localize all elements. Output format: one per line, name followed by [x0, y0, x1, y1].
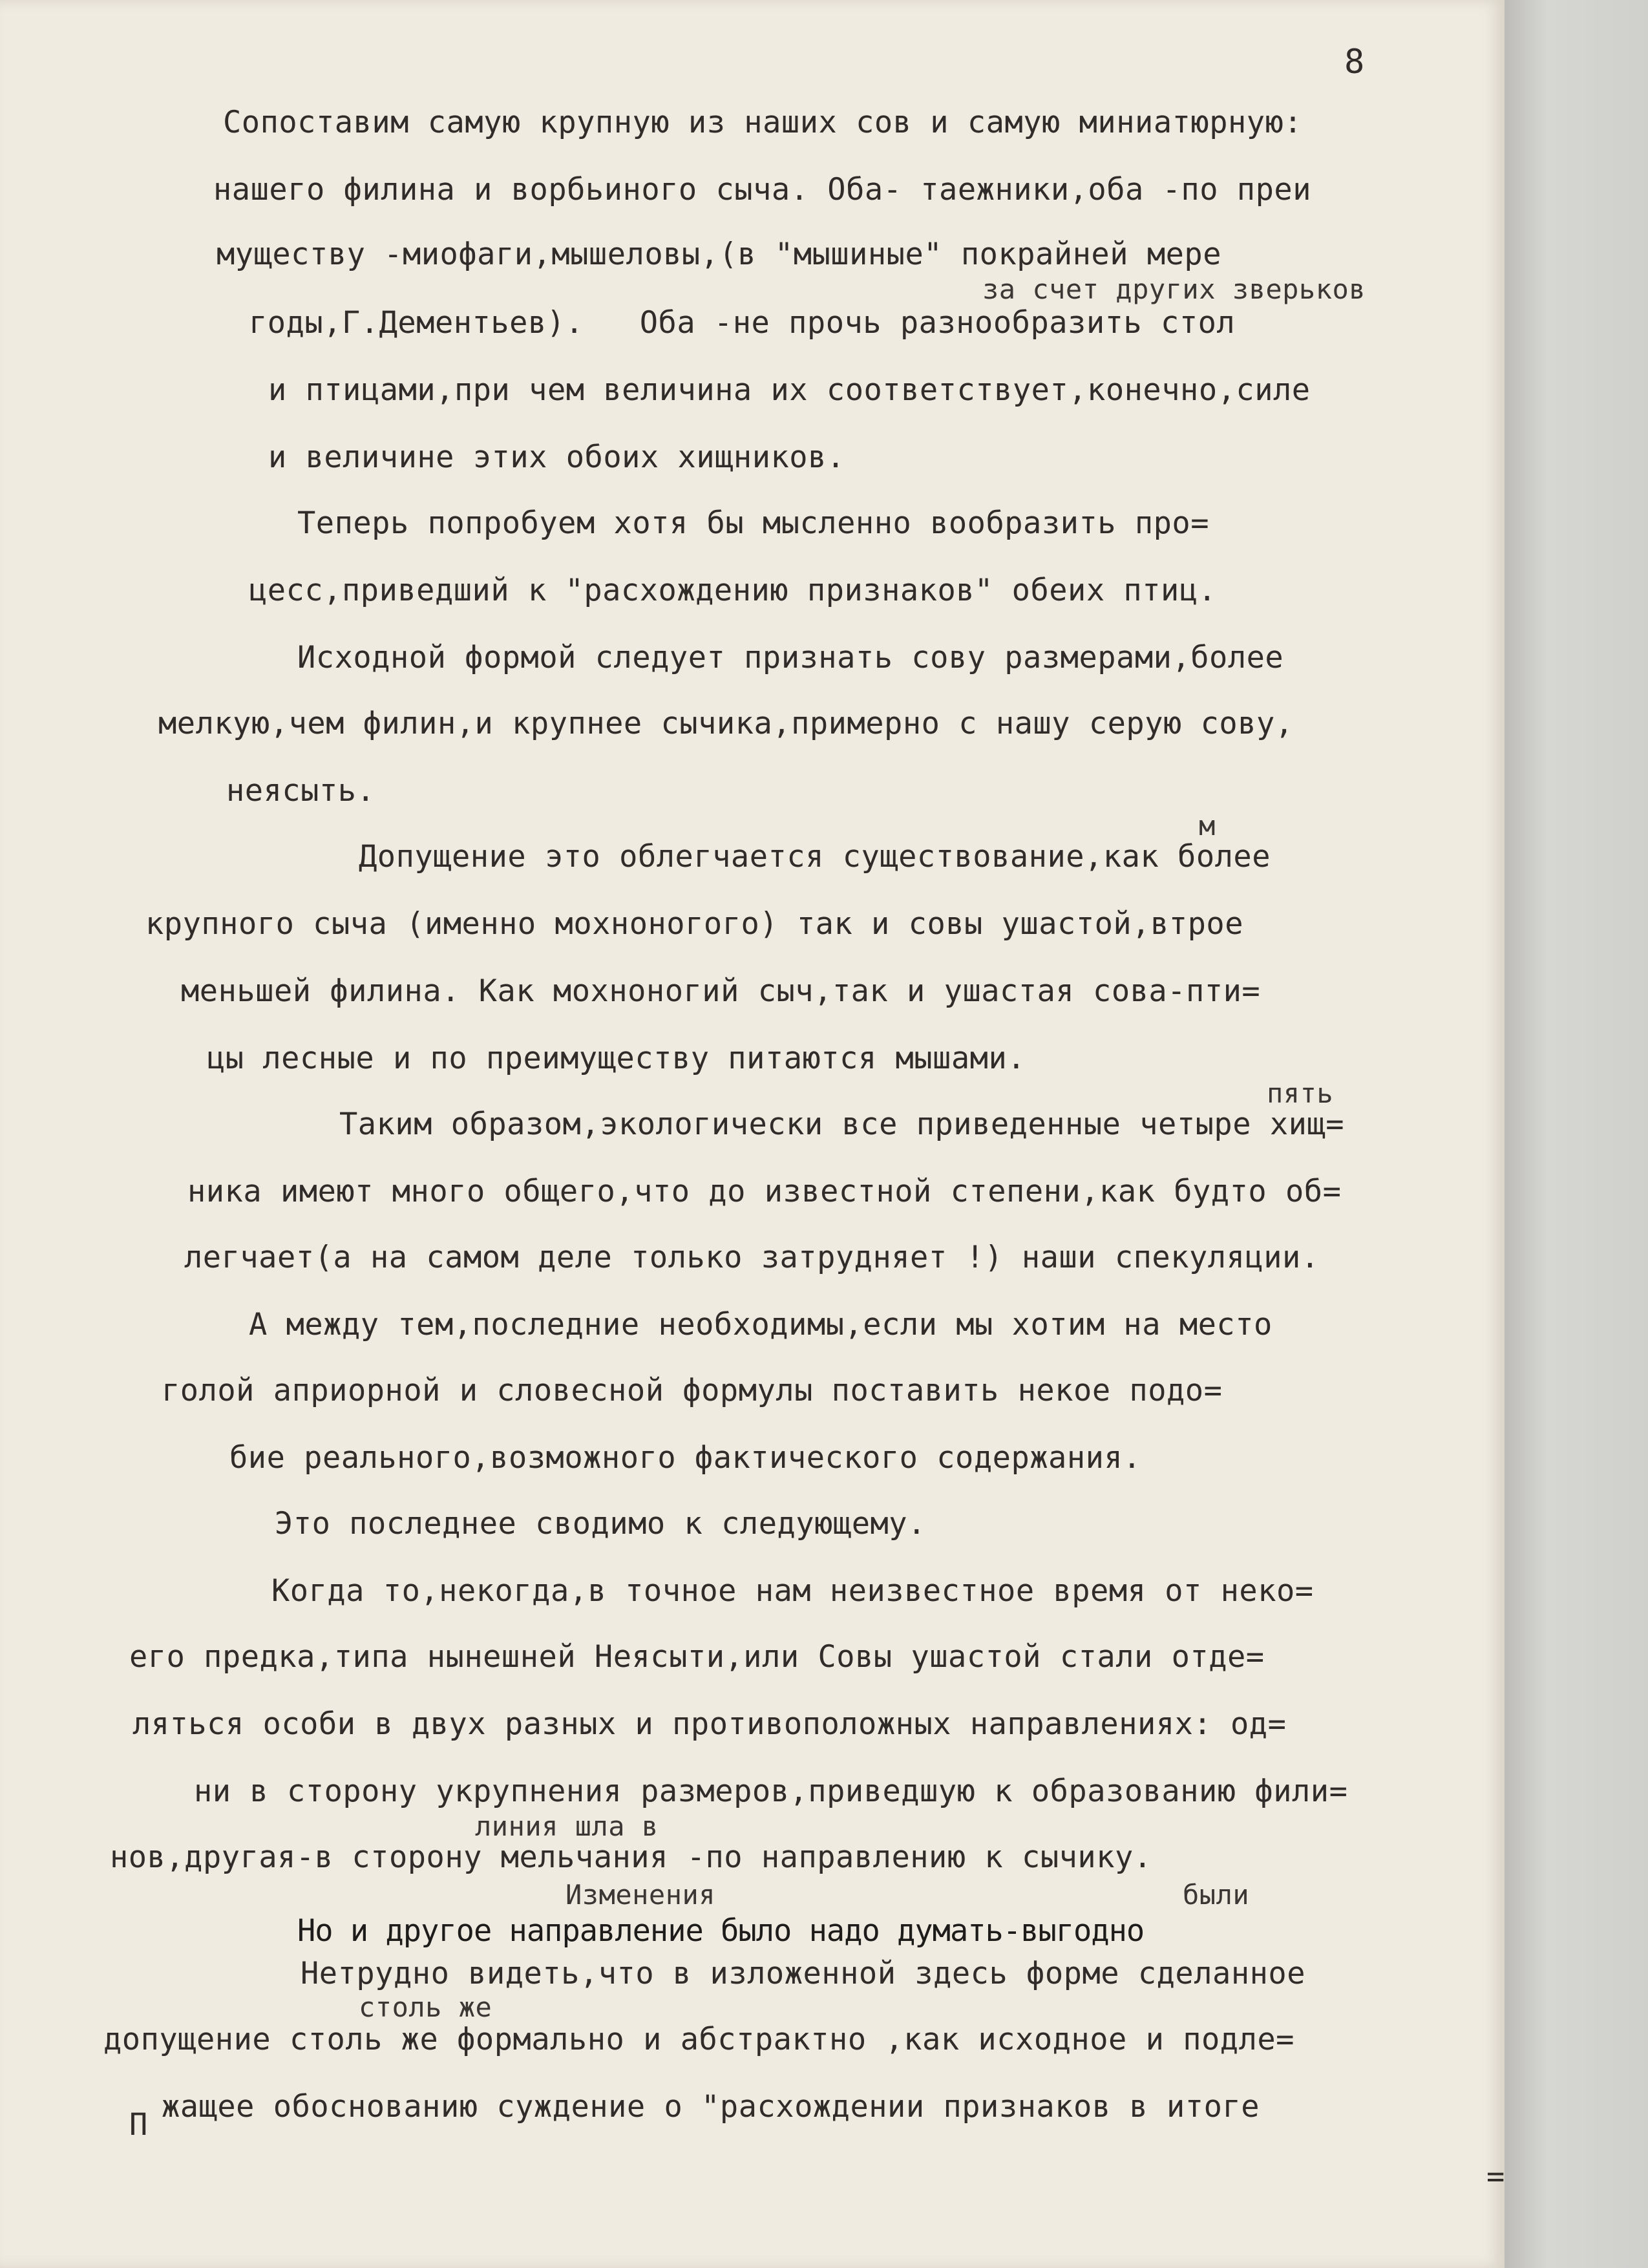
text-line-20: голой априорной и словесной формулы поставить некое подо= — [162, 1373, 1223, 1408]
text-line-15: цы лесные и по преимуществу питаются мышами. — [207, 1041, 1026, 1076]
text-line-4: годы,Г.Дементьев). Оба -не прочь разнообразить стол — [249, 305, 1236, 341]
insertion-izmeneniya: Изменения — [565, 1879, 716, 1911]
insertion-za-schet: за счет других зверьков — [982, 273, 1366, 305]
text-line-21: бие реального,возможного фактического содержания. — [229, 1440, 1142, 1476]
text-line-28-overtyped: Но и другое направление было надо думать-выгодно — [297, 1913, 1145, 1949]
text-line-5: и птицами,при чем величина их соответствует,конечно,силе — [268, 372, 1311, 408]
text-line-11: неясыть. — [226, 773, 375, 809]
page-number: 8 — [1344, 43, 1365, 81]
insertion-stol-zhe: столь же — [359, 1991, 492, 2023]
text-line-1: Сопоставим самую крупную из наших сов и самую миниатюрную: — [223, 105, 1303, 140]
text-line-16: Таким образом,экологически все приведенные четыре хищ= — [339, 1107, 1345, 1142]
text-line-2: нашего филина и ворбьиного сыча. Оба- таежники,оба -по преи — [213, 172, 1311, 207]
text-line-14: меньшей филина. Как мохноногий сыч,так и ушастая сова-пти= — [181, 973, 1261, 1009]
insertion-byli: были — [1183, 1879, 1250, 1911]
text-line-10: мелкую,чем филин,и крупнее сычика,примерно с нашу серую сову, — [158, 706, 1294, 741]
insertion-pyat: пять — [1267, 1077, 1334, 1109]
text-line-7: Теперь попробуем хотя бы мысленно вообразить про= — [297, 505, 1210, 541]
text-line-27: нов,другая-в сторону мельчания -по направлению к сычику. — [110, 1839, 1152, 1875]
text-line-30: допущение столь же формально и абстрактно ,как исходное и подле= — [103, 2022, 1294, 2057]
text-line-22: Это последнее сводимо к следующему. — [275, 1506, 926, 1542]
text-line-23: Когда то,некогда,в точное нам неизвестное время от неко= — [271, 1573, 1314, 1609]
page-edge-background — [1505, 0, 1648, 2268]
text-line-25: ляться особи в двух разных и противоположных направлениях: од= — [132, 1706, 1287, 1742]
text-line-13: крупного сыча (именно мохноногого) так и совы ушастой,втрое — [145, 906, 1243, 942]
text-line-31: жащее обоснованию суждение о "расхождении признаков в итоге — [162, 2089, 1260, 2125]
text-line-9: Исходной формой следует признать сову размерами,более — [297, 640, 1284, 675]
text-line-19: А между тем,последние необходимы,если мы хотим на место — [249, 1307, 1273, 1342]
text-line-17: ника имеют много общего,что до известной степени,как будто об= — [187, 1174, 1342, 1209]
text-line-6: и величине этих обоих хищников. — [268, 440, 845, 475]
insertion-liniya: линия шла в — [475, 1810, 659, 1842]
margin-mark-right: = — [1486, 2159, 1505, 2194]
text-line-29: Нетрудно видеть,что в изложенной здесь форме сделанное — [301, 1956, 1306, 1991]
text-line-18: легчает(а на самом деле только затрудняет !) наши спекуляции. — [184, 1240, 1320, 1275]
text-line-24: его предка,типа нынешней Неясыти,или Совы ушастой стали отде= — [129, 1639, 1265, 1675]
margin-mark-left: П — [129, 2107, 148, 2143]
text-line-26: ни в сторону укрупнения размеров,приведшую к образованию фили= — [194, 1774, 1348, 1809]
text-line-8: цесс,приведший к "расхождению признаков" обеих птиц. — [249, 573, 1217, 608]
insertion-m: м — [1199, 810, 1216, 842]
text-line-12: Допущение это облегчается существование,как более — [359, 839, 1271, 874]
text-line-3: муществу -миофаги,мышеловы,(в "мышиные" покрайней мере — [217, 237, 1222, 272]
